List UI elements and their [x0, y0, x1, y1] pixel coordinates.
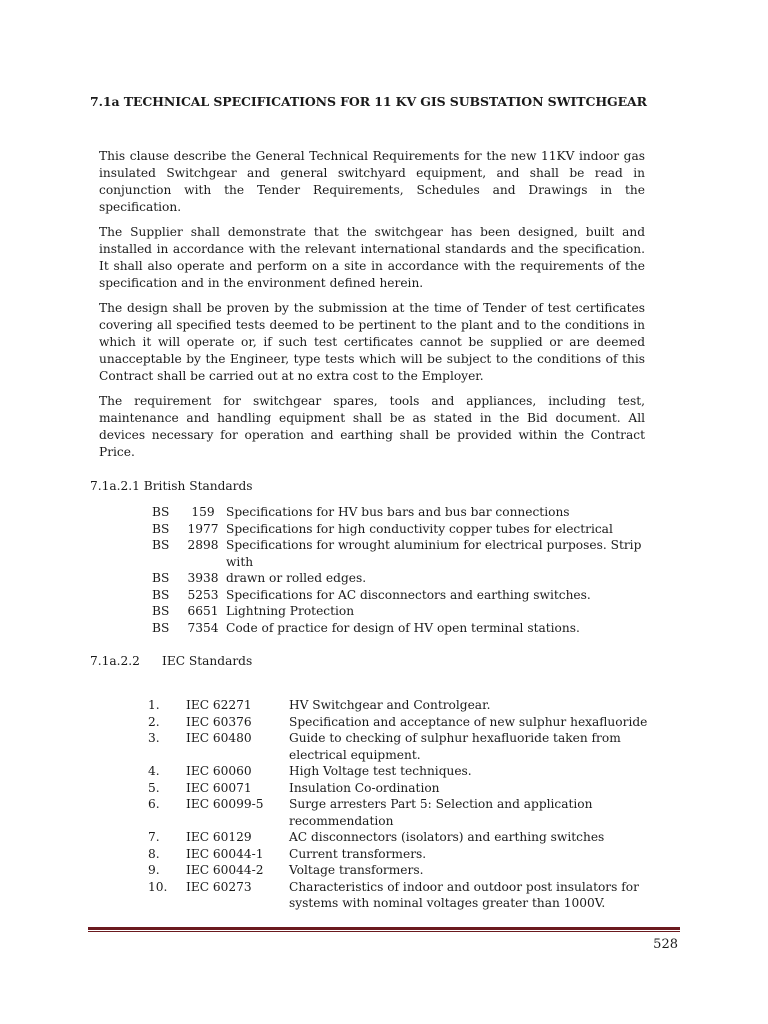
bs-prefix: BS — [152, 587, 170, 602]
iec-description: High Voltage test techniques. — [289, 764, 472, 778]
list-item — [148, 714, 678, 731]
iec-description: Guide to checking of sulphur hexafluoride taken from electrical equipment. — [289, 731, 621, 762]
bs-number: 7354 — [187, 620, 219, 635]
iec-index: 3. — [148, 731, 160, 745]
bs-number: 3938 — [187, 571, 219, 585]
iec-index: 10. — [148, 879, 168, 894]
list-item — [148, 829, 678, 846]
bs-description: Lightning Protection — [226, 604, 355, 618]
iec-code: IEC 60044-2 — [186, 863, 264, 877]
intro-section — [99, 148, 645, 469]
bs-number: 5253 — [187, 587, 219, 602]
iec-code: IEC 60273 — [186, 879, 252, 894]
bs-prefix: BS — [152, 620, 170, 635]
bs-description: Specifications for AC disconnectors and earthing switches. — [226, 587, 591, 602]
list-item — [152, 603, 642, 620]
iec-standards-title: IEC Standards — [162, 654, 253, 668]
list-item — [148, 879, 678, 912]
iec-description: Characteristics of indoor and outdoor post insulators for systems with nominal voltages greater than 1000V. — [289, 879, 639, 910]
iec-standards-list — [148, 697, 678, 912]
paragraph-2: The Supplier shall demonstrate that the switchgear has been designed, built and installed in accordance with the relevant international standards and the specification. It shall also operate and perform on a site in accordance with the requirements of the specification and in the environment defined herein. — [99, 225, 645, 290]
list-item — [152, 570, 642, 587]
bs-prefix: BS — [152, 505, 170, 519]
footer-divider — [88, 927, 680, 930]
bs-number: 159 — [191, 505, 215, 519]
british-standards-title: 7.1a.2.1 British Standards — [90, 479, 253, 493]
british-standards-list — [152, 504, 642, 636]
iec-description: AC disconnectors (isolators) and earthing switches — [289, 830, 605, 844]
bs-prefix: BS — [152, 538, 170, 552]
section-heading: 7.1a TECHNICAL SPECIFICATIONS FOR 11 KV GIS SUBSTATION SWITCHGEAR — [90, 94, 647, 109]
iec-index: 8. — [148, 846, 160, 861]
iec-index: 7. — [148, 830, 160, 844]
list-item — [148, 697, 678, 714]
iec-description: Current transformers. — [289, 846, 427, 861]
list-item — [148, 796, 678, 829]
iec-code: IEC 60044-1 — [186, 846, 264, 861]
bs-description: Specifications for wrought aluminium for electrical purposes. Strip with — [226, 538, 642, 569]
list-item — [152, 587, 642, 604]
list-item — [152, 620, 642, 637]
iec-description: Insulation Co-ordination — [289, 780, 440, 795]
iec-description: Surge arresters Part 5: Selection and application recommendation — [289, 797, 593, 828]
iec-code: IEC 60071 — [186, 780, 252, 795]
list-item — [152, 504, 642, 521]
bs-description: Specifications for HV bus bars and bus bar connections — [226, 505, 570, 519]
iec-description: Specification and acceptance of new sulphur hexafluoride — [289, 714, 648, 729]
iec-index: 4. — [148, 764, 160, 778]
iec-code: IEC 60060 — [186, 764, 252, 778]
page-number: 528 — [653, 937, 678, 952]
iec-index: 9. — [148, 863, 160, 877]
paragraph-3: The design shall be proven by the submission at the time of Tender of test certificates covering all specified tests deemed to be pertinent to the plant and to the conditions in which it will operate or, if such test certificates cannot be supplied or are deemed unacceptable by the Engineer, type tests which will be subject to the conditions of this Contract shall be carried out at no extra cost to the Employer. — [99, 301, 645, 383]
list-item — [148, 730, 678, 763]
iec-index: 2. — [148, 714, 160, 729]
bs-description: Specifications for high conductivity copper tubes for electrical — [226, 521, 613, 536]
bs-number: 6651 — [187, 604, 219, 618]
iec-description: HV Switchgear and Controlgear. — [289, 698, 491, 712]
bs-prefix: BS — [152, 604, 170, 618]
bs-description: Code of practice for design of HV open terminal stations. — [226, 620, 580, 635]
bs-prefix: BS — [152, 571, 170, 585]
iec-code: IEC 60129 — [186, 830, 252, 844]
bs-description: drawn or rolled edges. — [226, 571, 367, 585]
footer-divider-thin — [88, 931, 680, 932]
list-item — [148, 846, 678, 863]
bs-number: 2898 — [187, 538, 219, 552]
bs-number: 1977 — [187, 521, 219, 536]
iec-index: 1. — [148, 698, 160, 712]
paragraph-1: This clause describe the General Technical Requirements for the new 11KV indoor gas insulated Switchgear and general switchyard equipment, and shall be read in conjunction with the Tender Requirements, Schedules and Drawings in the specification. — [99, 149, 645, 214]
iec-index: 5. — [148, 780, 160, 795]
iec-code: IEC 62271 — [186, 698, 252, 712]
list-item — [148, 763, 678, 780]
paragraph-4: The requirement for switchgear spares, tools and appliances, including test, maintenance and handling equipment shall be as stated in the Bid document. All devices necessary for operation and earthing shall be provided within the Contract Price. — [99, 394, 645, 459]
iec-index: 6. — [148, 797, 160, 811]
iec-code: IEC 60376 — [186, 714, 252, 729]
list-item — [152, 537, 642, 570]
list-item — [148, 862, 678, 879]
iec-description: Voltage transformers. — [289, 863, 424, 877]
bs-prefix: BS — [152, 521, 170, 536]
list-item — [148, 780, 678, 797]
iec-code: IEC 60099-5 — [186, 797, 264, 811]
list-item — [152, 521, 642, 538]
iec-code: IEC 60480 — [186, 731, 252, 745]
iec-standards-number: 7.1a.2.2 — [90, 654, 140, 668]
